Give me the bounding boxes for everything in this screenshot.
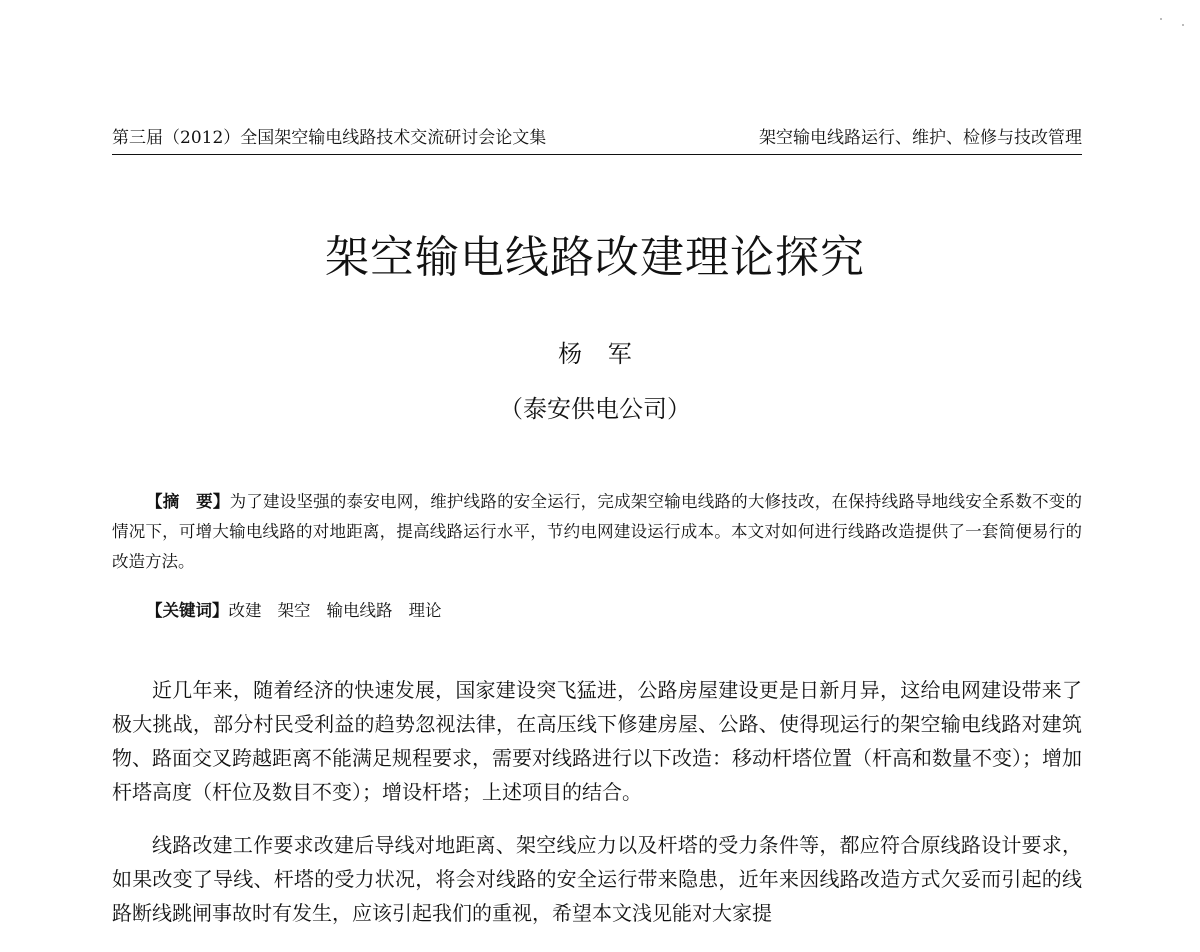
abstract-label: 【摘 要】 bbox=[146, 492, 230, 511]
paper-affiliation: （泰安供电公司） bbox=[499, 395, 691, 423]
keywords-label: 【关键词】 bbox=[146, 601, 229, 620]
body-paragraph: 线路改建工作要求改建后导线对地距离、架空线应力以及杆塔的受力条件等，都应符合原线路设计要求，如果改变了导线、杆塔的受力状况，将会对线路的安全运行带来隐患，近年来因线路改造方式欠妥而引起的线路断线跳闸事故时有发生，应该引起我们的重视，希望本文浅见能对大家提 bbox=[112, 833, 1082, 925]
abstract-text: 为了建设坚强的泰安电网，维护线路的安全运行，完成架空输电线路的大修技改，在保持线路导地线安全系数不变的情况下，可增大输电线路的对地距离，提高线路运行水平，节约电网建设运行成本。本文对如何进行线路改造提供了一套简便易行的改造方法。 bbox=[112, 492, 1083, 571]
running-header-left: 第三届（2012）全国架空输电线路技术交流研讨会论文集 bbox=[112, 128, 547, 148]
header-rule bbox=[112, 154, 1082, 155]
keyword: 架空 bbox=[277, 601, 311, 620]
scan-speck bbox=[1160, 18, 1162, 20]
keyword: 理论 bbox=[408, 601, 442, 620]
paper-title: 架空输电线路改建理论探究 bbox=[325, 232, 865, 283]
abstract bbox=[112, 487, 1082, 577]
keywords bbox=[146, 596, 458, 626]
body-paragraph: 近几年来，随着经济的快速发展，国家建设突飞猛进，公路房屋建设更是日新月异，这给电网建设带来了极大挑战，部分村民受利益的趋势忽视法律，在高压线下修建房屋、公路、使得现运行的架空输电线路对建筑物、路面交叉跨越距离不能满足规程要求，需要对线路进行以下改造：移动杆塔位置（杆高和数量不变）；增加杆塔高度（杆位及数目不变）；增设杆塔；上述项目的结合。 bbox=[112, 678, 1082, 804]
paper-author: 杨 军 bbox=[558, 340, 632, 368]
running-header-right: 架空输电线路运行、维护、检修与技改管理 bbox=[759, 128, 1082, 148]
scan-speck bbox=[1182, 24, 1184, 26]
keyword: 输电线路 bbox=[326, 601, 393, 620]
keyword: 改建 bbox=[228, 601, 262, 620]
